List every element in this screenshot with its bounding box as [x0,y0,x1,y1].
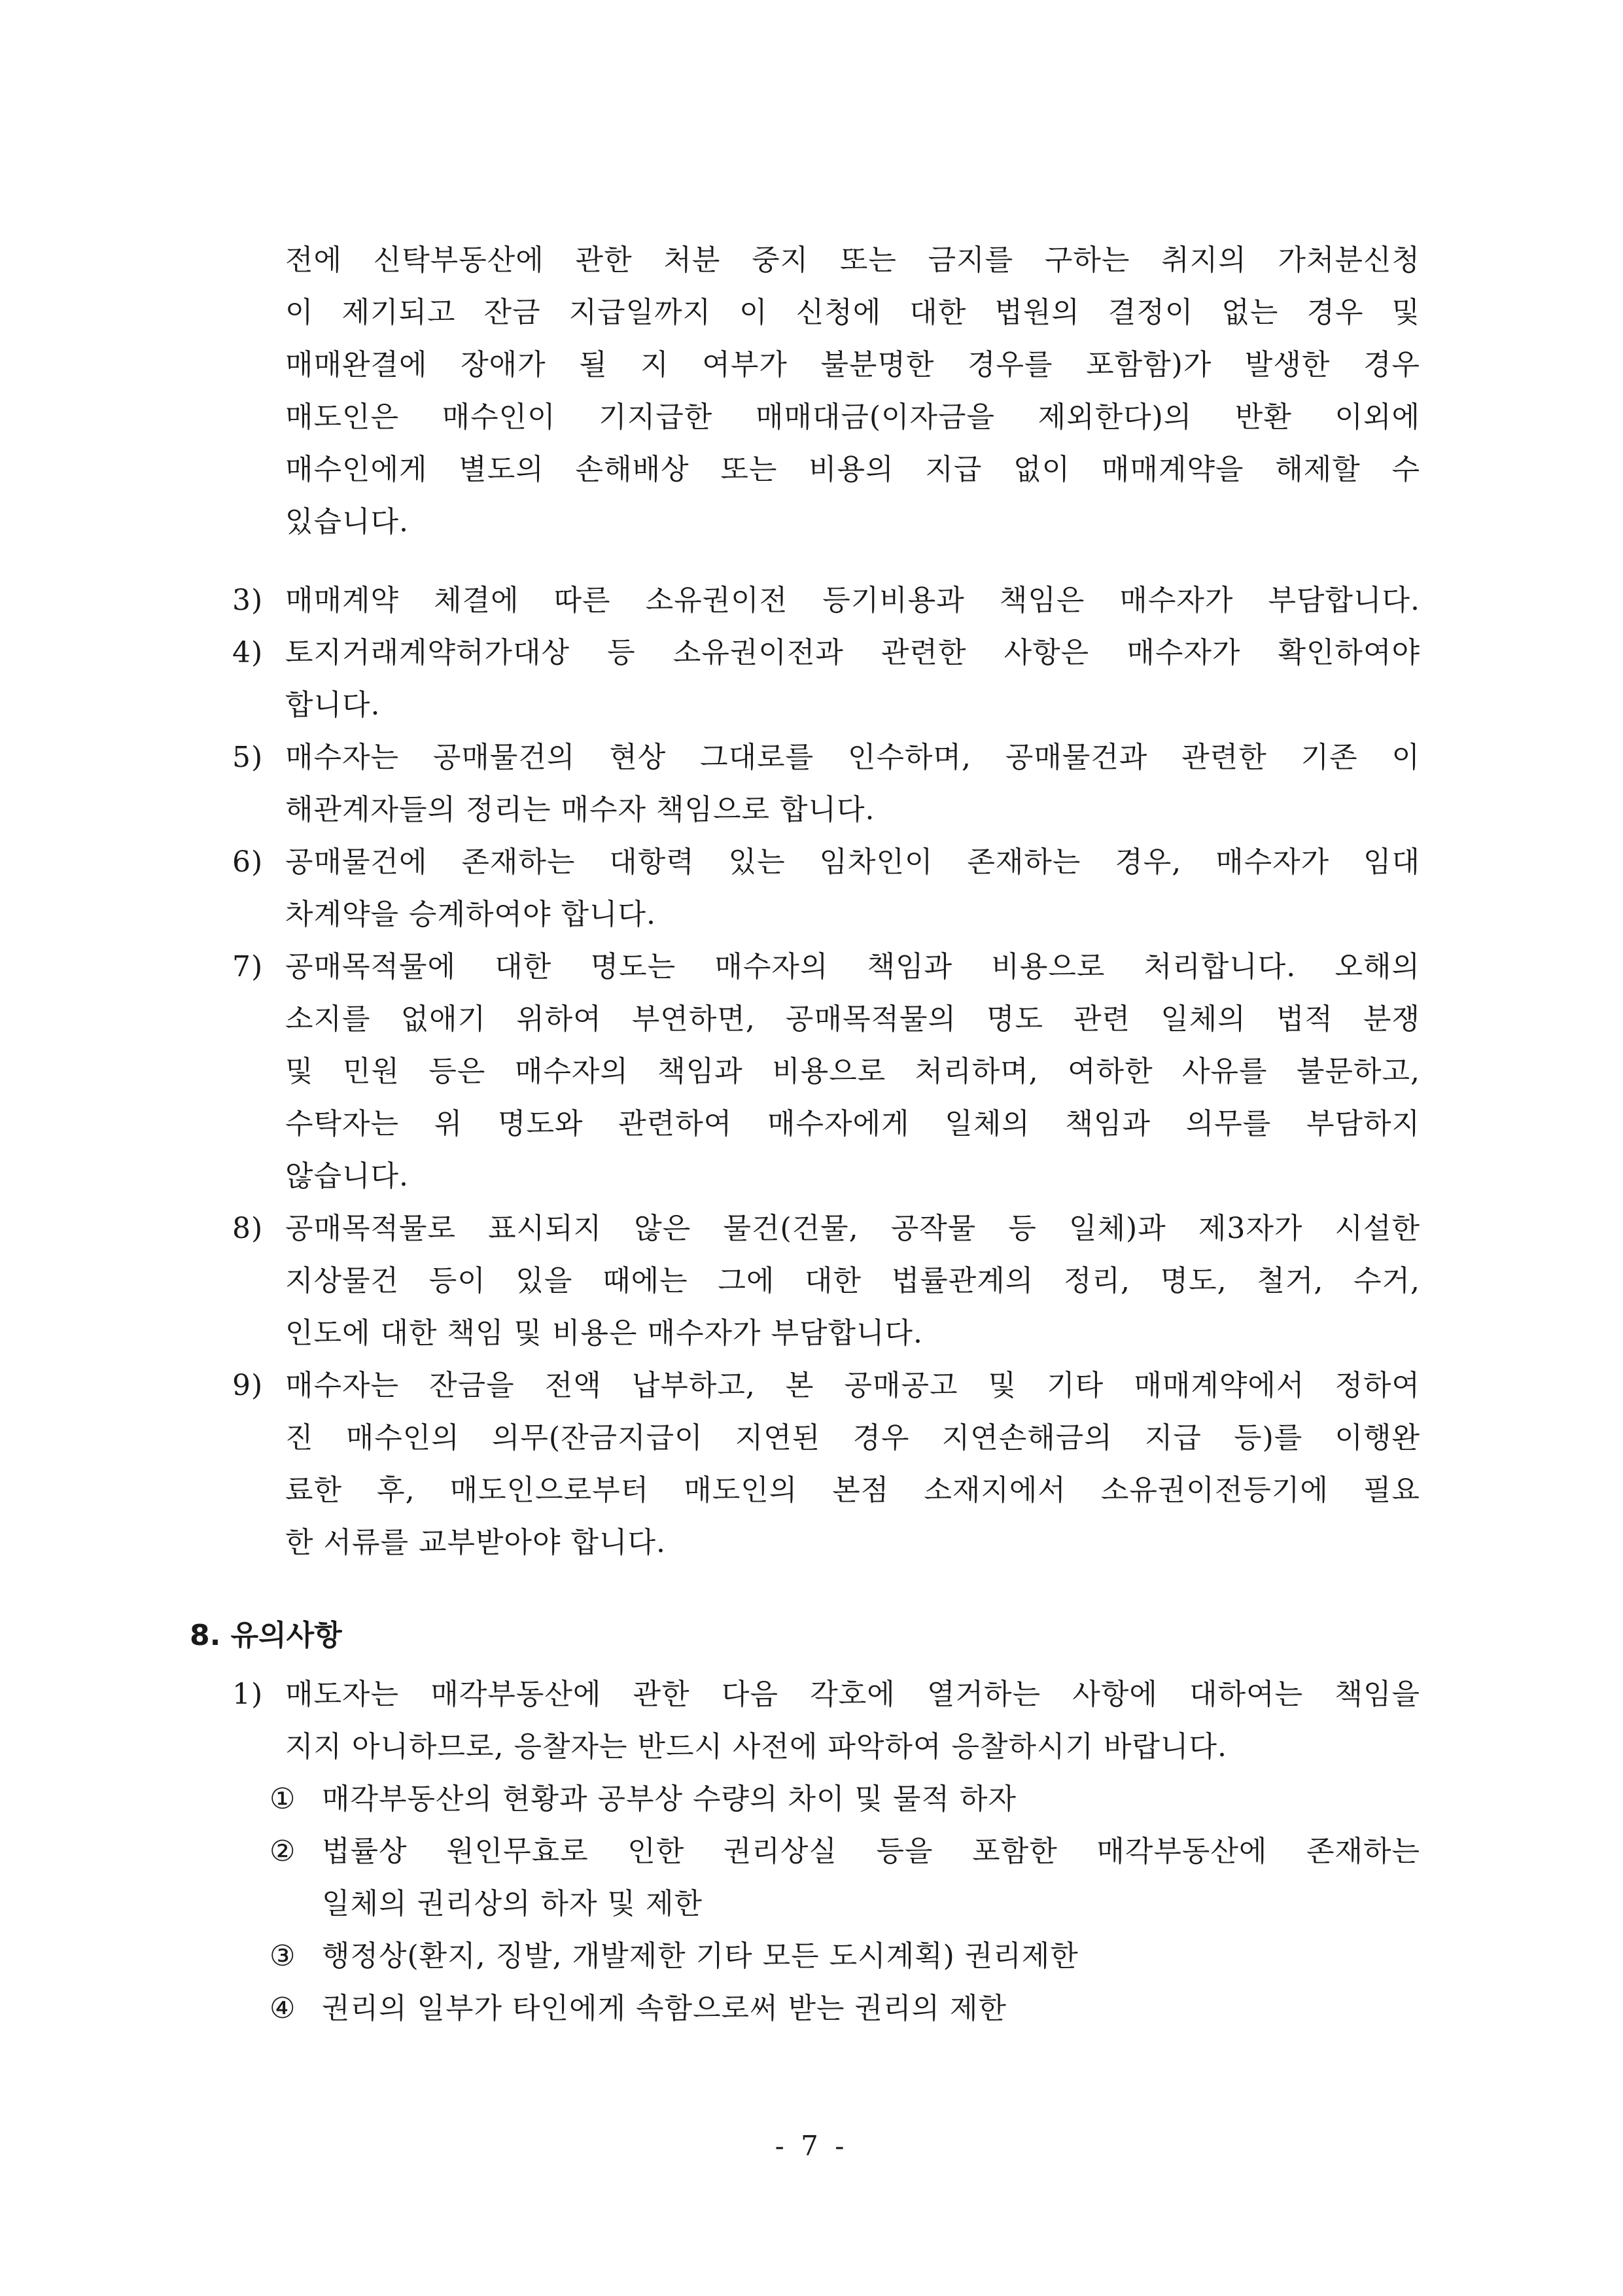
list-item-text: 공매목적물로 표시되지 않은 물건(건물, 공작물 등 일체)과 제3자가 시설한 [285,1212,1420,1245]
list-item-text: 토지거래계약허가대상 등 소유권이전과 관련한 사항은 매수자가 확인하여야 [285,636,1420,669]
list-item-text: 한 서류를 교부받아야 합니다. [285,1526,666,1559]
list-item-text: 합니다. [285,688,381,722]
list-item-text: 매수자는 잔금을 전액 납부하고, 본 공매공고 및 기타 매매계약에서 정하여 [285,1369,1420,1402]
list-item-text: 매수자는 공매물건의 현상 그대로를 인수하며, 공매물건과 관련한 기존 이 [285,741,1420,774]
list-item-text: 공매물건에 존재하는 대항력 있는 임차인이 존재하는 경우, 매수자가 임대 [285,845,1420,879]
list-item-text: 해관계자들의 정리는 매수자 책임으로 합니다. [285,793,875,826]
section-heading: 8. 유의사항 [190,1619,342,1652]
list-item-number: 9) [232,1369,264,1402]
sub-item-mark: ③ [270,1939,296,1973]
list-item-number: 7) [232,950,264,983]
list-item-text: 차계약을 승계하여야 합니다. [285,898,657,931]
list-item-text: 진 매수인의 의무(잔금지급이 지연된 경우 지연손해금의 지급 등)를 이행완 [285,1421,1420,1455]
paragraph-line: 매수인에게 별도의 손해배상 또는 비용의 지급 없이 매매계약을 해제할 수 [285,453,1420,486]
paragraph-line: 매도인은 매수인이 기지급한 매매대금(이자금을 제외한다)의 반환 이외에 [285,400,1420,434]
list-item-text: 및 민원 등은 매수자의 책임과 비용으로 처리하며, 여하한 사유를 불문하고, [285,1055,1420,1088]
list-item-number: 3) [232,584,264,617]
sub-item-mark: ④ [270,1992,296,2025]
list-item-text: 소지를 없애기 위하여 부연하면, 공매목적물의 명도 관련 일체의 법적 분쟁 [285,1002,1420,1036]
paragraph-line: 있습니다. [285,505,410,539]
list-item-text: 수탁자는 위 명도와 관련하여 매수자에게 일체의 책임과 의무를 부담하지 [285,1107,1420,1140]
list-item-text: 료한 후, 매도인으로부터 매도인의 본점 소재지에서 소유권이전등기에 필요 [285,1474,1420,1507]
list-item-text: 매매계약 체결에 따른 소유권이전 등기비용과 책임은 매수자가 부담합니다. [285,584,1420,617]
list-item-text: 지상물건 등이 있을 때에는 그에 대한 법률관계의 정리, 명도, 철거, 수거, [285,1264,1420,1298]
list-item-text: 인도에 대한 책임 및 비용은 매수자가 부담합니다. [285,1316,923,1350]
sub-item-text: 매각부동산의 현황과 공부상 수량의 차이 및 물적 하자 [322,1782,1017,1816]
sub-item-text: 행정상(환지, 징발, 개발제한 기타 모든 도시계획) 권리제한 [322,1939,1079,1973]
paragraph-line: 매매완결에 장애가 될 지 여부가 불분명한 경우를 포함함)가 발생한 경우 [285,348,1420,381]
sub-item-mark: ① [270,1782,296,1816]
list-item-text: 않습니다. [285,1159,410,1193]
paragraph-line: 전에 신탁부동산에 관한 처분 중지 또는 금지를 구하는 취지의 가처분신청 [285,243,1420,277]
sub-item-text: 일체의 권리상의 하자 및 제한 [322,1887,703,1920]
list-item-number: 6) [232,845,264,879]
list-item-text: 공매목적물에 대한 명도는 매수자의 책임과 비용으로 처리합니다. 오해의 [285,950,1420,983]
list-item-number: 1) [232,1678,264,1711]
sub-item-mark: ② [270,1835,296,1868]
page-number: - 7 - [775,2130,848,2162]
sub-item-text: 권리의 일부가 타인에게 속함으로써 받는 권리의 제한 [322,1992,1007,2025]
list-item-text: 매도자는 매각부동산에 관한 다음 각호에 열거하는 사항에 대하여는 책임을 [285,1678,1420,1711]
paragraph-line: 이 제기되고 잔금 지급일까지 이 신청에 대한 법원의 결정이 없는 경우 및 [285,296,1420,329]
list-item-text: 지지 아니하므로, 응찰자는 반드시 사전에 파악하여 응찰하시기 바랍니다. [285,1730,1227,1763]
list-item-number: 5) [232,741,264,774]
sub-item-text: 법률상 원인무효로 인한 권리상실 등을 포함한 매각부동산에 존재하는 [322,1835,1420,1868]
list-item-number: 8) [232,1212,264,1245]
list-item-number: 4) [232,636,264,669]
